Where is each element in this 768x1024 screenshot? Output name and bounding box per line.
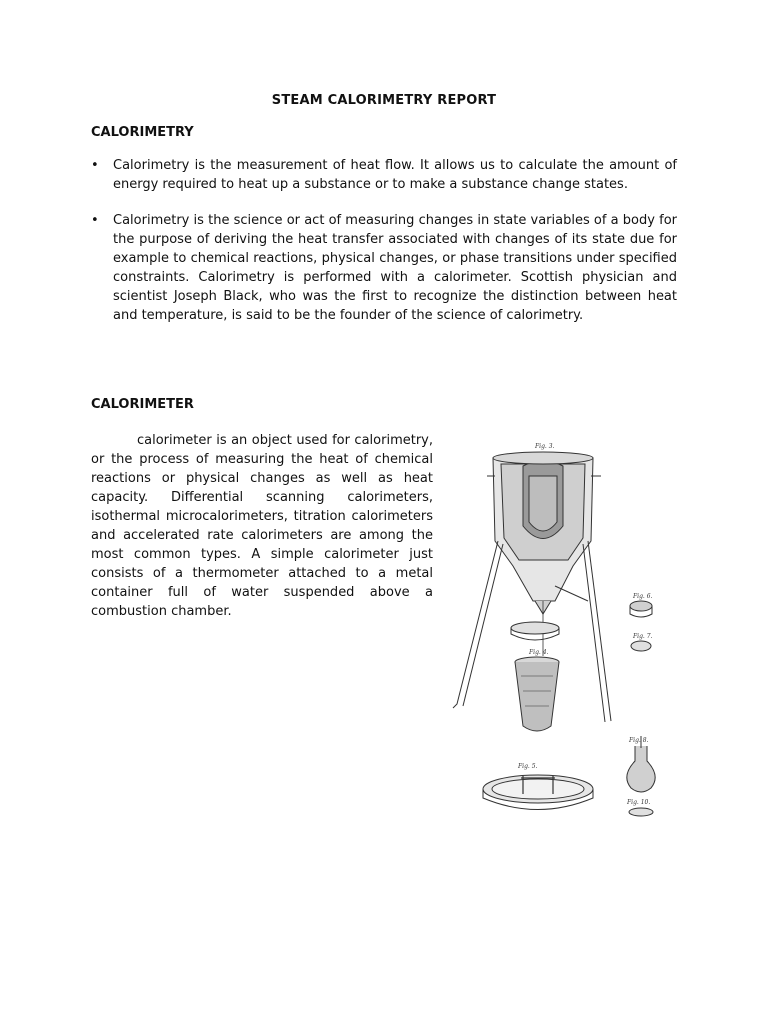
fig-label: Fig. 5.: [518, 763, 538, 770]
fig-label: Fig. 4.: [529, 649, 549, 656]
bullet-icon: •: [91, 213, 99, 228]
bullet-text: Calorimetry is the science or act of measuring changes in state variables of a body for the purpose of deriving the heat transfer associated with changes of its state due for example to chemical reactions, physical changes, or phase transitions under specified constraints. Calorimetry is performed with a calorimeter. Scottish physician and scientist Joseph Black, who was the first to recognize the distinction between heat and temperature, is said to be the founder of the science of calorimetry.: [113, 213, 677, 323]
document-title: STEAM CALORIMETRY REPORT: [271, 93, 497, 108]
fig-label: Fig. 8.: [629, 737, 649, 744]
bullet-item: [91, 156, 677, 194]
fig-label: Fig. 3.: [535, 443, 555, 450]
bullet-icon: •: [91, 158, 99, 173]
calorimeter-engraving-image: [443, 436, 683, 832]
calorimeter-paragraph: calorimeter is an object used for calorimetry, or the process of measuring the heat of chemical reactions or physical changes as well as heat capacity. Differential scanning calorimeters, isothermal microcalorimeters, titration calorimeters and accelerated rate calorimeters are among the most common types. A simple calorimeter just consists of a thermometer attached to a metal container full of water suspended above a combustion chamber.: [91, 433, 433, 619]
bullet-text: Calorimetry is the measurement of heat flow. It allows us to calculate the amount of energy required to heat up a substance or to make a substance change states.: [113, 158, 677, 192]
calorimetry-bullet-list: [91, 156, 677, 325]
section-heading-calorimeter: CALORIMETER: [91, 397, 194, 412]
section-heading-calorimetry: CALORIMETRY: [91, 125, 194, 140]
fig-label: Fig. 6.: [633, 593, 653, 600]
fig-label: Fig. 10.: [627, 799, 651, 806]
fig-label: Fig. 7.: [633, 633, 653, 640]
bullet-item: [91, 211, 677, 325]
